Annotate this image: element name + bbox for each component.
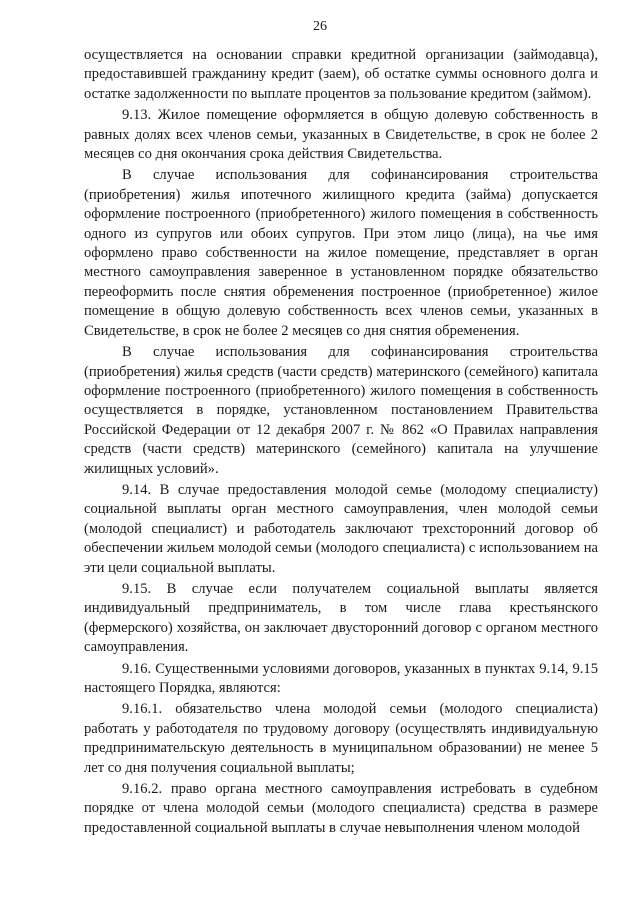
paragraph-maternity-capital-case: В случае использования для софинансирования строительства (приобретения) жилья средств (части средств) материнского (семейного) капитала оформление построенного (приобретенного) жилого помещения в собственность осуществляется в порядке, установленном постановлением Правительства Российской Федерации от 12 декабря 2007 г. № 862 «О Правилах направления средств (части средств) материнского (семейного) капитала на улучшение жилищных условий». <box>84 344 598 477</box>
paragraph-9-16-2: 9.16.2. право органа местного самоуправления истребовать в судебном порядке от члена молодой семьи (молодого специалиста) средства в размере предоставленной социальной выплаты в случае невыполнения членом молодой <box>84 781 598 836</box>
paragraph-9-14: 9.14. В случае предоставления молодой семье (молодому специалисту) социальной выплаты орган местного самоуправления, член молодой семьи (молодой специалист) и работодатель заключают трехсторонний договор об обеспечении жильем молодой семьи (молодого специалиста) с использованием на эти цели социальной выплаты. <box>84 481 598 576</box>
paragraph-9-16-1: 9.16.1. обязательство члена молодой семьи (молодого специалиста) работать у работодателя по трудовому договору (осуществлять индивидуальную предпринимательскую деятельность в муниципальном образовании) не менее 5 лет со дня получения социальной выплаты; <box>84 701 598 776</box>
paragraph-mortgage-case: В случае использования для софинансирования строительства (приобретения) жилья ипотечного жилищного кредита (займа) допускается оформление построенного (приобретенного) жилого помещения в собственность одного из супругов или обоих супругов. При этом лицо (лица), на чье имя оформлено право собственности на жилое помещение, представляет в орган местного самоуправления заверенное в установленном порядке обязательство переоформить после снятия обременения построенное (приобретенное) жилое помещение в общую долевую собственность всех членов семьи, указанных в Свидетельстве, в срок не более 2 месяцев со дня снятия обременения. <box>84 167 598 339</box>
paragraph-9-15: 9.15. В случае если получателем социальной выплаты является индивидуальный предприниматель, в том числе глава крестьянского (фермерского) хозяйства, он заключает двусторонний договор с органом местного самоуправления. <box>84 580 598 656</box>
document-body <box>84 46 598 840</box>
paragraph-9-13: 9.13. Жилое помещение оформляется в общую долевую собственность в равных долях всех членов семьи, указанных в Свидетельстве, в срок не более 2 месяцев со дня окончания срока действия Свидетельства. <box>84 107 598 163</box>
paragraph-9-16: 9.16. Существенными условиями договоров, указанных в пунктах 9.14, 9.15 настоящего Порядка, являются: <box>84 660 598 696</box>
paragraph-continuation: осуществляется на основании справки кредитной организации (займодавца), предоставившей гражданину кредит (заем), об остатке суммы основного долга и остатке задолженности по выплате процентов за пользование кредитом (займом). <box>84 47 598 102</box>
page-number: 26 <box>313 19 327 34</box>
